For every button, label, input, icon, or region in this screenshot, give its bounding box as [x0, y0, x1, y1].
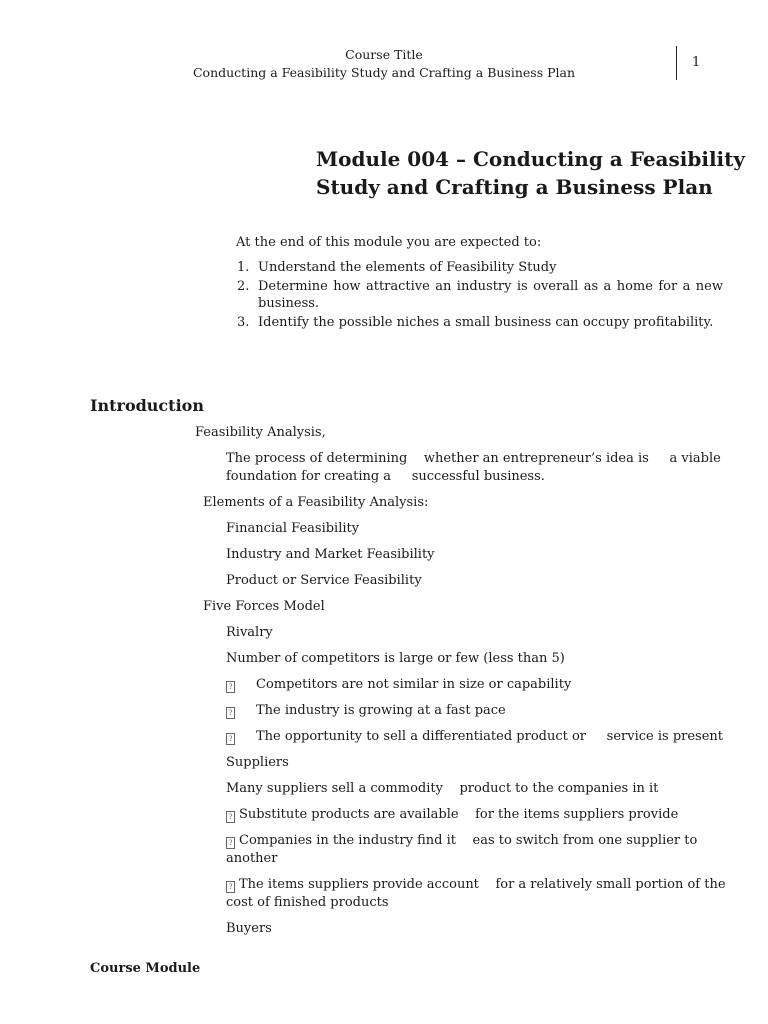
- supplier-bullet-continued: cost of finished products: [226, 895, 389, 910]
- objective-text: Determine how attractive an industry is overall as a home for a new: [258, 279, 723, 294]
- suppliers-label: Suppliers: [226, 755, 289, 770]
- supplier-bullet: The items suppliers provide account for a relatively small portion of the: [239, 877, 726, 892]
- five-forces-heading: Five Forces Model: [203, 599, 325, 614]
- rivalry-label: Rivalry: [226, 625, 273, 640]
- rivalry-bullet: Competitors are not similar in size or capability: [256, 677, 572, 692]
- bullet-icon: [226, 677, 235, 693]
- introduction-heading: Introduction: [90, 396, 204, 415]
- bullet-icon: ?: [226, 707, 235, 719]
- bullet-icon: ?: [226, 811, 235, 823]
- objective-number: 2.: [237, 279, 250, 294]
- page-number: 1: [692, 55, 701, 70]
- supplier-bullet-continued: another: [226, 851, 278, 866]
- objective-text: Understand the elements of Feasibility Study: [258, 260, 557, 275]
- objective-text: Identify the possible niches a small business can occupy profitability.: [258, 315, 714, 330]
- rivalry-bullet: The industry is growing at a fast pace: [256, 703, 506, 718]
- rivalry-detail: Number of competitors is large or few (less than 5): [226, 651, 565, 666]
- element-item: Industry and Market Feasibility: [226, 547, 435, 562]
- bullet-icon: ?: [226, 681, 235, 693]
- bullet-icon: ?: [226, 733, 235, 745]
- definition-line2: foundation for creating a successful business.: [226, 469, 545, 484]
- module-title-line1: Module 004 – Conducting a Feasibility: [316, 147, 745, 171]
- element-item: Financial Feasibility: [226, 521, 360, 536]
- header-divider: [676, 46, 677, 80]
- buyers-label: Buyers: [226, 921, 272, 936]
- elements-heading: Elements of a Feasibility Analysis:: [203, 495, 429, 510]
- supplier-bullet: Substitute products are available for the items suppliers provide: [239, 807, 679, 822]
- bullet-icon: ?: [226, 837, 235, 849]
- objectives-intro: At the end of this module you are expected to:: [236, 235, 542, 250]
- objective-number: 1.: [237, 260, 250, 275]
- bullet-icon: [226, 729, 235, 745]
- objective-text-continued: business.: [258, 296, 320, 311]
- footer-course-module: Course Module: [90, 961, 201, 976]
- header-course-title-label: Course Title: [345, 47, 423, 62]
- bullet-icon: ?: [226, 881, 235, 893]
- objective-number: 3.: [237, 315, 250, 330]
- element-item: Product or Service Feasibility: [226, 573, 422, 588]
- feasibility-analysis-label: Feasibility Analysis,: [195, 425, 326, 440]
- suppliers-detail: Many suppliers sell a commodity product to the companies in it: [226, 781, 659, 796]
- supplier-bullet: Companies in the industry find it eas to switch from one supplier to: [239, 833, 698, 848]
- header-course-name: Conducting a Feasibility Study and Crafting a Business Plan: [192, 65, 576, 80]
- module-title-line2: Study and Crafting a Business Plan: [316, 175, 713, 199]
- bullet-icon: [226, 703, 235, 719]
- definition-line1: The process of determining whether an entrepreneur’s idea is a viable: [226, 451, 721, 466]
- rivalry-bullet: The opportunity to sell a differentiated product or service is present: [256, 729, 724, 744]
